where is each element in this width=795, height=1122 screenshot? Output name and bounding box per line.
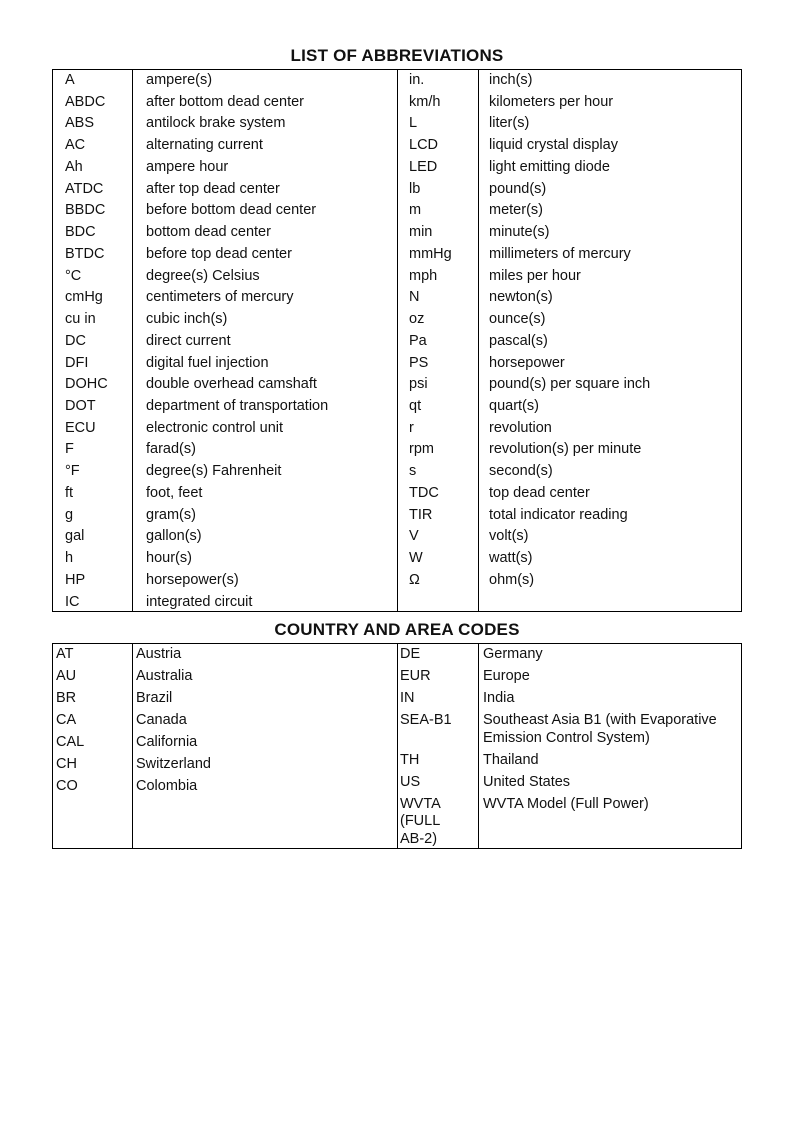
abbreviation-row: IC (65, 593, 80, 610)
abbreviation-row: revolution(s) per minute (489, 441, 642, 458)
abbreviation-row: quart(s) (489, 398, 539, 415)
country-name: Canada (136, 712, 187, 728)
country-code-row (400, 690, 476, 712)
abbreviation-row: after top dead center (146, 180, 280, 197)
country-code-row (483, 752, 738, 774)
country-code-row (136, 690, 394, 712)
abbreviation-row: ohm(s) (489, 571, 535, 588)
country-name: Southeast Asia B1 (with Evaporative (483, 712, 717, 728)
abbreviation-row: inch(s) (489, 72, 533, 88)
country-name: California (136, 734, 198, 750)
column-divider (397, 70, 398, 611)
abbreviation-row: pound(s) per square inch (489, 376, 651, 393)
abbreviation-row: total indicator reading (489, 506, 628, 523)
country-code-row (400, 774, 476, 796)
abbreviation-row: mph (409, 267, 438, 284)
abbreviation-row: TIR (409, 506, 433, 523)
abbreviation-row: F (65, 441, 74, 458)
country-code: CH (56, 756, 77, 772)
abbreviation-row: min (409, 224, 433, 241)
abbreviation-row: minute(s) (489, 224, 550, 241)
abbreviation-row: horsepower(s) (146, 571, 239, 588)
abbreviation-row: DOHC (65, 376, 108, 393)
abbr-left-codes (65, 70, 131, 613)
country-code: TH (400, 751, 420, 768)
country-code-row (400, 646, 476, 668)
abbreviation-row: newton(s) (489, 289, 553, 306)
country-code-row (400, 712, 476, 752)
country-code: AB-2) (400, 830, 438, 847)
country-code-row (56, 734, 131, 756)
abbreviation-row: L (409, 115, 418, 132)
abbreviation-row: volt(s) (489, 528, 529, 545)
abbreviation-row: watt(s) (489, 550, 533, 567)
country-name: Australia (136, 668, 193, 684)
country-code: (FULL (400, 813, 441, 829)
abbreviation-row: oz (409, 311, 425, 328)
country-code: BR (56, 690, 77, 706)
abbreviation-row: before bottom dead center (146, 202, 317, 219)
abbreviation-row: km/h (409, 93, 441, 110)
abbreviation-row: ABDC (65, 93, 106, 110)
abbreviation-row: millimeters of mercury (489, 245, 631, 262)
column-divider (132, 644, 133, 848)
country-name: United States (483, 773, 571, 790)
country-name: Austria (136, 646, 182, 662)
abbreviation-row: LED (409, 158, 438, 175)
country-code-row (56, 756, 131, 778)
country-code-row (136, 756, 394, 778)
abbreviation-row: g (65, 506, 74, 523)
country-code: US (400, 773, 421, 790)
abbreviation-row: gal (65, 528, 85, 545)
country-code-row (56, 646, 131, 668)
abbreviation-row: ounce(s) (489, 311, 546, 328)
abbreviation-row: cmHg (65, 289, 103, 306)
abbreviation-row: after bottom dead center (146, 93, 304, 110)
country-code: EUR (400, 668, 431, 684)
abbreviation-row: LCD (409, 137, 439, 154)
column-divider (478, 644, 479, 848)
abbr-right-codes (409, 70, 477, 592)
abbreviation-row: rpm (409, 441, 434, 458)
abbreviation-row: BTDC (65, 245, 105, 262)
abbreviation-row: gram(s) (146, 506, 196, 523)
abbreviation-row: lb (409, 180, 421, 197)
country-code-row (136, 668, 394, 690)
abbreviation-row: qt (409, 398, 422, 415)
abbreviation-row: A (65, 72, 75, 88)
column-divider (132, 70, 133, 611)
abbreviation-row: kilometers per hour (489, 93, 614, 110)
country-code-row (56, 668, 131, 690)
abbreviation-row: alternating current (146, 137, 263, 154)
country-code: DE (400, 646, 421, 662)
country-name: WVTA Model (Full Power) (483, 795, 649, 812)
abbreviation-row: integrated circuit (146, 593, 253, 610)
abbreviation-row: before top dead center (146, 245, 292, 262)
abbreviation-row: cu in (65, 311, 96, 328)
country-code-row (400, 668, 476, 690)
country-code: IN (400, 690, 415, 706)
cc-right-names (483, 646, 738, 853)
abbreviations-table (52, 69, 742, 612)
abbreviation-row: PS (409, 354, 429, 371)
country-code: CO (56, 778, 78, 794)
country-code: CAL (56, 734, 85, 750)
country-code-row (483, 646, 738, 668)
country-code-row (136, 712, 394, 734)
country-name: Brazil (136, 690, 173, 706)
abbreviation-row: ECU (65, 419, 96, 436)
abbreviation-row: r (409, 419, 414, 436)
abbreviation-row: HP (65, 571, 86, 588)
column-divider (478, 70, 479, 611)
abbreviation-row: °C (65, 267, 82, 284)
column-divider (397, 644, 398, 848)
abbreviation-row: digital fuel injection (146, 354, 269, 371)
cc-right-codes (400, 646, 476, 853)
abbreviation-row: m (409, 202, 422, 219)
abbreviation-row: ampere hour (146, 158, 229, 175)
abbreviation-row: second(s) (489, 463, 553, 480)
country-code-row (136, 646, 394, 668)
abbreviation-row: light emitting diode (489, 158, 610, 175)
country-code: AT (56, 646, 74, 662)
abbreviation-row: Pa (409, 332, 427, 349)
country-name: Thailand (483, 751, 539, 768)
abbreviation-row: °F (65, 463, 80, 480)
abbreviation-row: miles per hour (489, 267, 581, 284)
abbreviation-row: pound(s) (489, 180, 547, 197)
abbreviation-row: DC (65, 332, 86, 349)
country-code-row (56, 778, 131, 800)
abbreviation-row: N (409, 289, 420, 306)
abbreviation-row: department of transportation (146, 398, 329, 415)
country-code-row (483, 774, 738, 796)
country-name: Switzerland (136, 756, 211, 772)
abbreviation-row: degree(s) Fahrenheit (146, 463, 282, 480)
abbreviation-row: BBDC (65, 202, 106, 219)
country-code-row (136, 778, 394, 800)
abbreviation-row: electronic control unit (146, 419, 284, 436)
abbreviation-row: bottom dead center (146, 224, 271, 241)
country-code-row (483, 668, 738, 690)
abbreviation-row: meter(s) (489, 202, 543, 219)
abbreviation-row: gallon(s) (146, 528, 202, 545)
country-name: India (483, 690, 515, 706)
country-code-row (483, 796, 738, 853)
abbr-right-meanings (489, 70, 739, 592)
abbreviation-row: ampere(s) (146, 72, 213, 88)
abbreviation-row: W (409, 550, 423, 567)
abbreviation-row: farad(s) (146, 441, 196, 458)
cc-left-names (136, 646, 394, 800)
cc-left-codes (56, 646, 131, 800)
country-code: SEA-B1 (400, 712, 452, 728)
country-code: CA (56, 712, 77, 728)
abbreviation-row: centimeters of mercury (146, 289, 294, 306)
abbreviation-row: double overhead camshaft (146, 376, 317, 393)
abbreviation-row: top dead center (489, 484, 590, 501)
abbreviation-row: Ah (65, 158, 83, 175)
abbreviation-row: cubic inch(s) (146, 311, 228, 328)
country-codes-title: COUNTRY AND AREA CODES (274, 620, 520, 639)
country-code-row (483, 690, 738, 712)
abbreviation-row: revolution (489, 419, 552, 436)
country-code-row (400, 796, 476, 853)
abbreviation-row: pascal(s) (489, 332, 548, 349)
country-code-row (56, 690, 131, 712)
abbreviation-row: horsepower (489, 354, 565, 371)
country-code: WVTA (400, 795, 441, 812)
country-code: AU (56, 668, 77, 684)
country-code-row (483, 712, 738, 752)
country-name: Germany (483, 646, 543, 662)
abbreviation-row: TDC (409, 484, 439, 501)
abbr-left-meanings (146, 70, 396, 613)
abbreviation-row: DFI (65, 354, 89, 371)
country-name: Emission Control System) (483, 729, 650, 746)
abbreviation-row: V (409, 528, 419, 545)
abbreviation-row: ABS (65, 115, 95, 132)
abbreviation-row: psi (409, 376, 428, 393)
abbreviation-row: mmHg (409, 245, 452, 262)
abbreviation-row: ft (65, 484, 74, 501)
country-code-row (56, 712, 131, 734)
country-name: Europe (483, 668, 530, 684)
abbreviation-row: antilock brake system (146, 115, 286, 132)
abbreviation-row: s (409, 463, 417, 480)
abbreviation-row: direct current (146, 332, 231, 349)
country-code-row (400, 752, 476, 774)
abbreviation-row: liter(s) (489, 115, 530, 132)
abbreviation-row: liquid crystal display (489, 137, 618, 154)
abbreviation-row: BDC (65, 224, 96, 241)
country-codes-table (52, 643, 742, 849)
abbreviations-title: LIST OF ABBREVIATIONS (290, 46, 504, 65)
abbreviation-row: degree(s) Celsius (146, 267, 260, 284)
abbreviation-row: Ω (409, 571, 420, 588)
abbreviation-row: ATDC (65, 180, 104, 197)
abbreviation-row: h (65, 550, 74, 567)
abbreviation-row: hour(s) (146, 550, 192, 567)
country-name: Colombia (136, 778, 198, 794)
abbreviation-row: AC (65, 137, 86, 154)
abbreviation-row: DOT (65, 398, 96, 415)
abbreviation-row: in. (409, 72, 425, 88)
abbreviation-row: foot, feet (146, 484, 203, 501)
country-code-row (136, 734, 394, 756)
